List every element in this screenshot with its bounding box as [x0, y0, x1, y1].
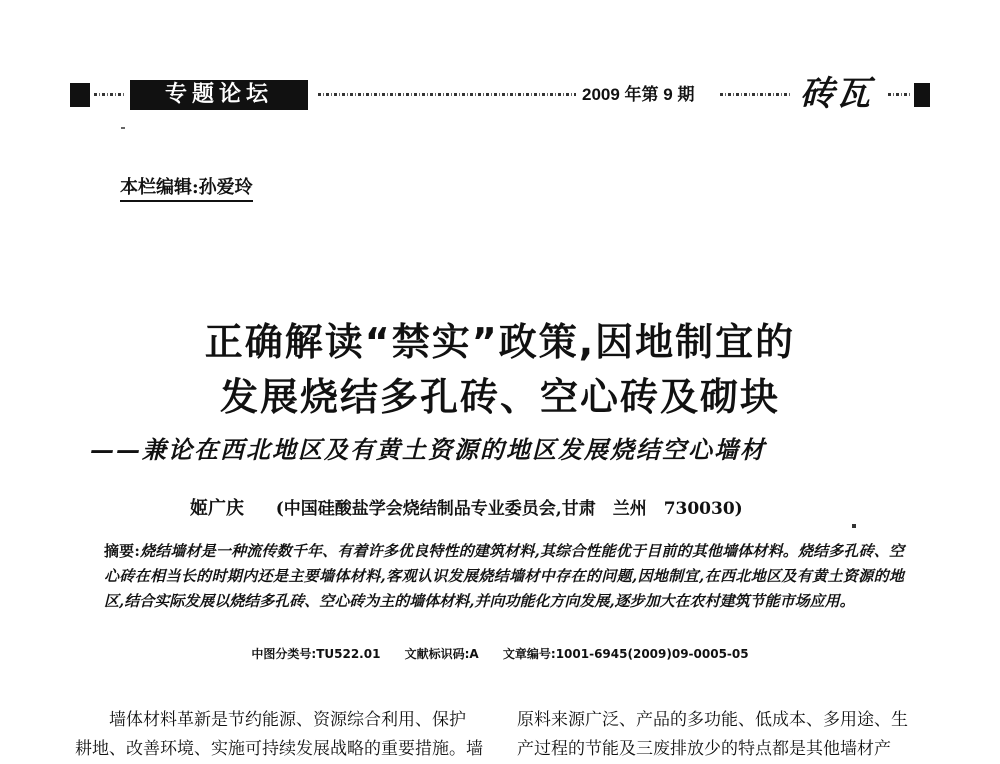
classification-line	[0, 645, 1000, 663]
abstract	[104, 539, 904, 614]
section-label: 专题论坛	[130, 80, 308, 110]
header-rule	[888, 93, 912, 96]
author-line	[190, 497, 743, 521]
article-number: 文章编号:1001-6945(2009)09-0005-05	[502, 647, 749, 661]
abstract-label: 摘要:	[104, 542, 140, 560]
header-rule	[720, 93, 792, 96]
body-line: 产过程的节能及三废排放少的特点都是其他墙材产	[517, 739, 891, 759]
header-rule	[94, 93, 124, 96]
column-editor: 本栏编辑:孙爱玲	[120, 176, 253, 202]
body-column-right	[517, 706, 922, 764]
document-code: 文献标识码:A	[404, 647, 479, 661]
issue-number: 2009 年第 9 期	[582, 85, 695, 104]
body-column-left	[75, 706, 483, 764]
scan-mark	[852, 524, 856, 528]
scan-mark	[121, 127, 125, 129]
header-left-endcap	[70, 83, 90, 107]
page-header	[70, 74, 930, 114]
article-title-line-2: 发展烧结多孔砖、空心砖及砌块	[219, 375, 780, 419]
clc-number: 中图分类号:TU522.01	[251, 647, 381, 661]
header-right-endcap	[914, 83, 930, 107]
abstract-text: 烧结墙材是一种流传数千年、有着许多优良特性的建筑材料,其综合性能优于目前的其他墙体材料。烧结多孔砖、空心砖在相当长的时期内还是主要墙体材料,客观认识发展烧结墙材中存在的问题,因地制宜,在西北地区及有黄土资源的地区,结合实际发展以烧结多孔砖、空心砖为主的墙体材料,并向功能化方向发展,逐步加大在农村建筑节能市场应用。	[104, 542, 904, 610]
header-rule	[318, 93, 576, 96]
author-name: 姬广庆	[190, 498, 244, 519]
author-affiliation: (中国硅酸盐学会烧结制品专业委员会,甘肃 兰州 730030)	[275, 499, 743, 519]
body-line: 墙体材料革新是节约能源、资源综合利用、保护	[75, 710, 466, 730]
article-title-line-1: 正确解读“禁实”政策,因地制宜的	[204, 320, 796, 364]
body-line: 原料来源广泛、产品的多功能、低成本、多用途、生	[517, 710, 908, 730]
article-subtitle: ——兼论在西北地区及有黄土资源的地区发展烧结空心墙材	[90, 435, 766, 464]
body-line: 耕地、改善环境、实施可持续发展战略的重要措施。墙	[75, 739, 483, 759]
journal-logo: 砖瓦	[800, 74, 872, 114]
